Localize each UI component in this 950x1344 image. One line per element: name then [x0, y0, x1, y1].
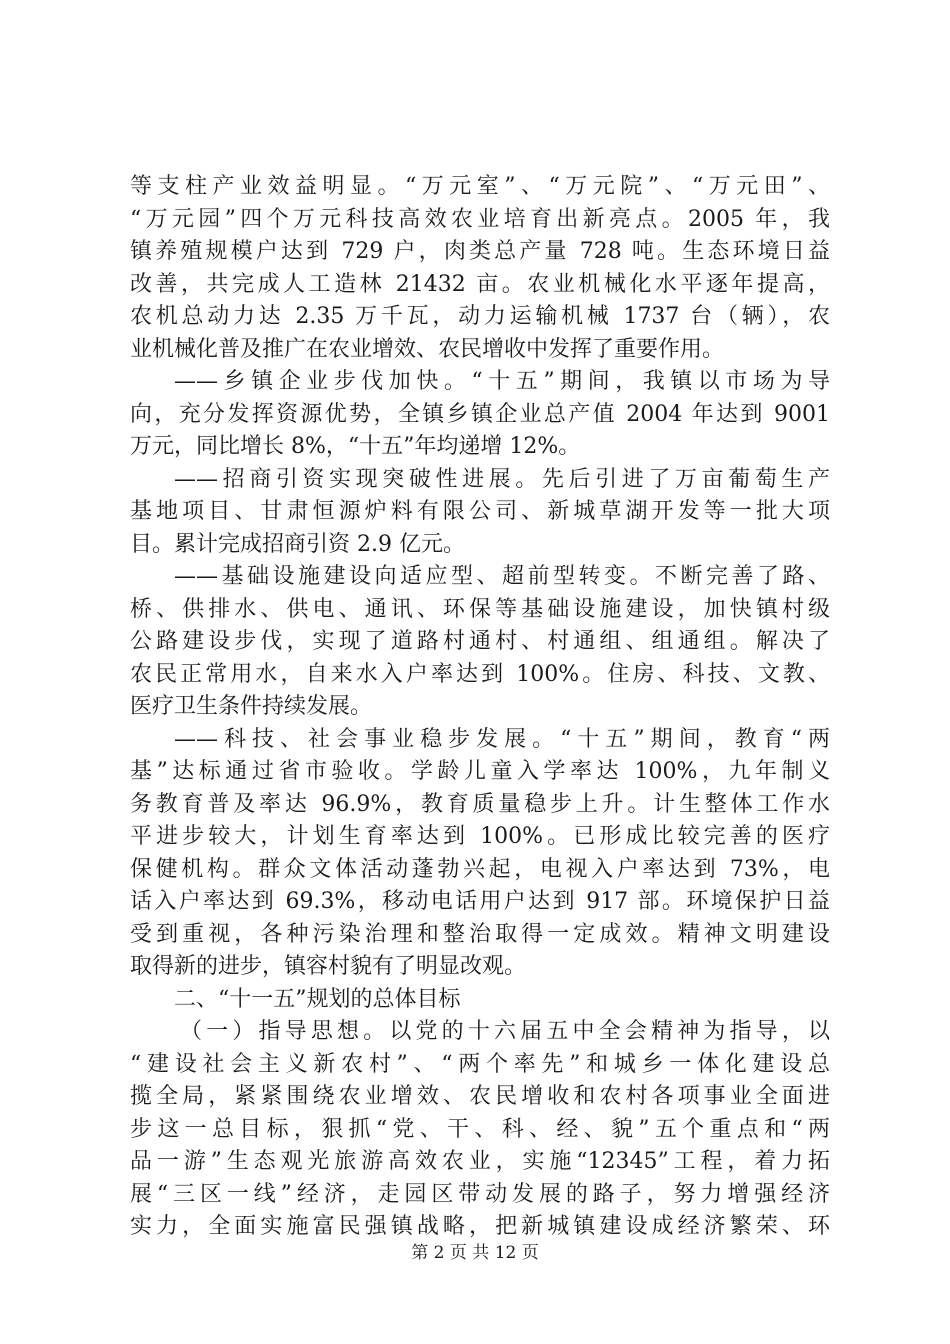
page-number-footer: 第 2 页 共 12 页 [411, 1243, 539, 1263]
text-line: 公路建设步伐，实现了道路村通村、村通组、组通组。解决了 [130, 629, 830, 654]
text-line: 业机械化普及推广在农业增效、农民增收中发挥了重要作用。 [130, 336, 725, 362]
text-line: 务教育普及率达 96.9%，教育质量稳步上升。计生整体工作水 [130, 791, 830, 817]
text-line: 桥、供排水、供电、通讯、环保等基础设施建设，加快镇村级 [130, 596, 830, 622]
text-line: ——基础设施建设向适应型、超前型转变。不断完善了路、 [174, 564, 830, 589]
text-line: 保健机构。群众文体活动蓬勃兴起，电视入户率达到 73%，电 [130, 856, 830, 882]
text-line: ——招商引资实现突破性进展。先后引进了万亩葡萄生产 [174, 466, 830, 492]
text-line: 镇养殖规模户达到 729 户，肉类总产量 728 吨。生态环境日益 [130, 239, 830, 264]
text-line: 目。累计完成招商引资 2.9 亿元。 [130, 531, 465, 557]
text-line: 品一游”生态观光旅游高效农业，实施“12345”工程，着力拓 [130, 1149, 830, 1174]
text-line: 等支柱产业效益明显。“万元室”、“万元院”、“万元田”、 [130, 174, 830, 199]
text-line: 话入户率达到 69.3%，移动电话用户达到 917 部。环境保护日益 [130, 889, 830, 914]
text-line: 改善，共完成人工造林 21432 亩。农业机械化水平逐年提高， [130, 271, 830, 297]
text-line: 万元，同比增长 8%，“十五”年均递增 12%。 [130, 434, 581, 459]
text-line: “建设社会主义新农村”、“两个率先”和城乡一体化建设总 [130, 1051, 830, 1077]
document-body [130, 171, 830, 1244]
text-line: 医疗卫生条件持续发展。 [130, 694, 373, 719]
text-line: ——乡镇企业步伐加快。“十五”期间，我镇以市场为导 [174, 369, 830, 394]
text-line: （一）指导思想。以党的十六届五中全会精神为指导，以 [180, 1019, 830, 1044]
text-line: 实力，全面实施富民强镇战略，把新城镇建设成经济繁荣、环 [130, 1214, 830, 1239]
text-line: 向，充分发挥资源优势，全镇乡镇企业总产值 2004 年达到 9001 [130, 401, 830, 427]
text-line: 农民正常用水，自来水入户率达到 100%。住房、科技、文教、 [130, 661, 830, 687]
text-line: 农机总动力达 2.35 万千瓦，动力运输机械 1737 台（辆），农 [130, 304, 830, 329]
text-line: 揽全局，紧紧围绕农业增效、农民增收和农村各项事业全面进 [130, 1084, 830, 1109]
text-line: ——科技、社会事业稳步发展。“十五”期间，教育“两 [174, 726, 830, 752]
text-line: “万元园”四个万元科技高效农业培育出新亮点。2005 年，我 [130, 206, 830, 232]
text-line: 平进步较大，计划生育率达到 100%。已形成比较完善的医疗 [130, 824, 830, 849]
section-heading: 二、“十一五”规划的总体目标 [174, 986, 461, 1012]
text-line: 展“三区一线”经济，走园区带动发展的路子，努力增强经济 [130, 1181, 830, 1207]
text-line: 基”达标通过省市验收。学龄儿童入学率达 100%，九年制义 [130, 759, 830, 784]
text-line: 基地项目、甘肃恒源炉料有限公司、新城草湖开发等一批大项 [130, 499, 830, 524]
text-line: 取得新的进步，镇容村貌有了明显改观。 [130, 954, 527, 979]
text-line: 步这一总目标，狠抓“党、干、科、经、貌”五个重点和“两 [130, 1116, 830, 1142]
text-line: 受到重视，各种污染治理和整治取得一定成效。精神文明建设 [130, 921, 830, 947]
